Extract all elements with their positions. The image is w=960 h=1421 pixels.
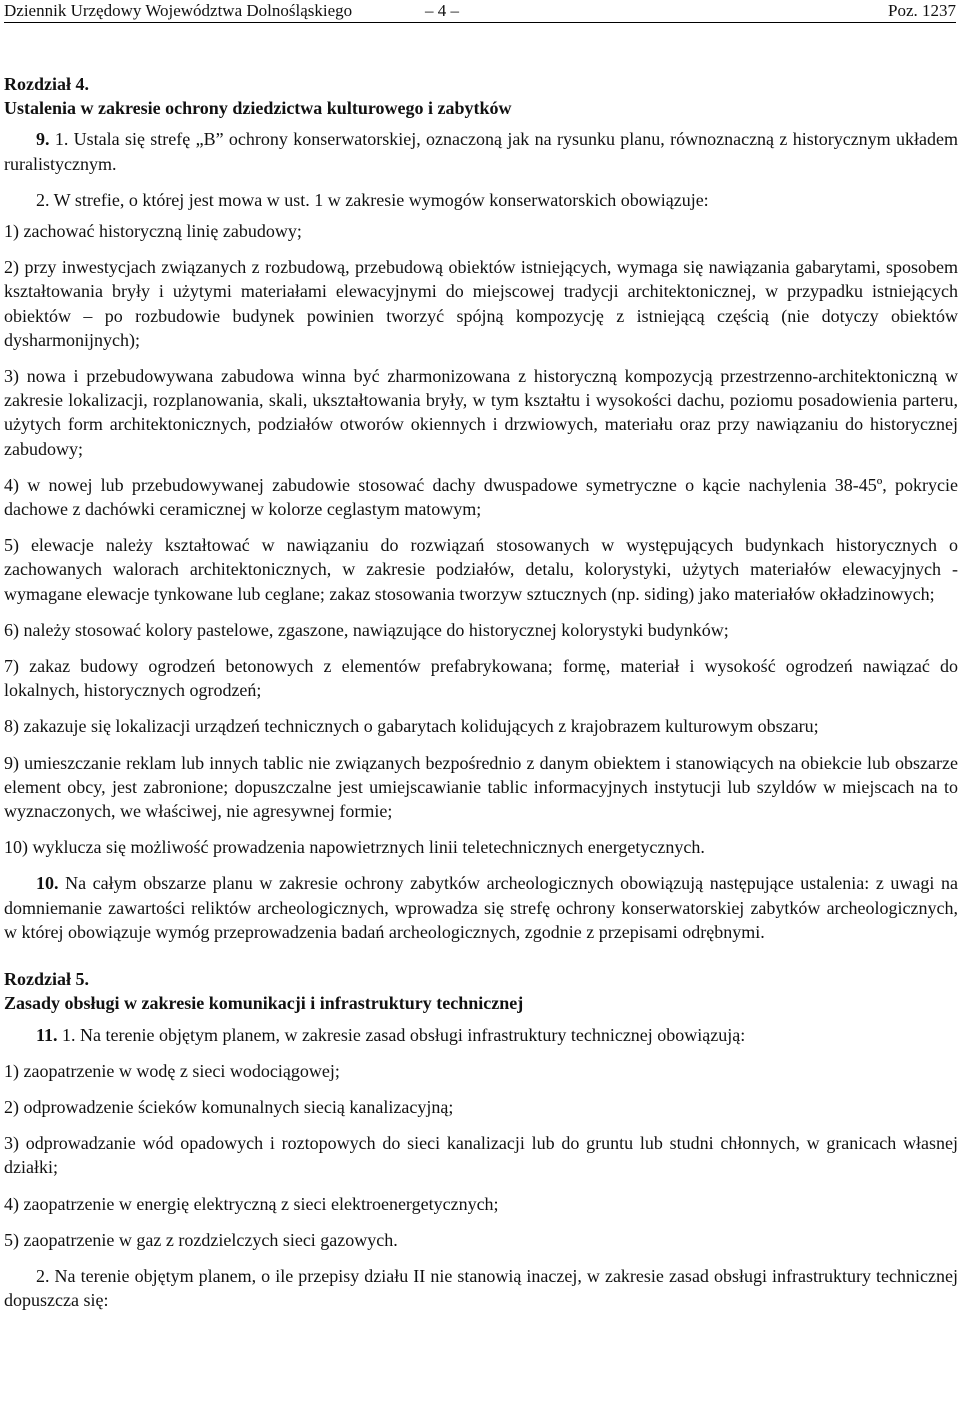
section-9-text: 1. Ustala się strefę „B” ochrony konserwatorskiej, oznaczoną jak na rysunku planu, równoznaczną z historycznym układem ruralistycznym.	[4, 129, 958, 174]
position-number: Poz. 1237	[888, 1, 956, 20]
document-body	[4, 72, 958, 1312]
section-11-paragraph-1	[4, 1023, 958, 1047]
section-9-paragraph-1	[4, 127, 958, 175]
section-9-number: 9.	[36, 129, 50, 150]
section-11-number: 11.	[36, 1024, 58, 1045]
page-header	[4, 0, 956, 23]
chapter-5-title: Rozdział 5.	[4, 969, 89, 990]
list-item: 8) zakazuje się lokalizacji urządzeń technicznych o gabarytach kolidujących z krajobrazem kulturowym obszaru;	[4, 716, 819, 737]
list-item: 5) zaopatrzenie w gaz z rozdzielczych sieci gazowych.	[4, 1229, 398, 1250]
list-item: 1) zaopatrzenie w wodę z sieci wodociągowej;	[4, 1060, 340, 1081]
list-item: 4) zaopatrzenie w energię elektryczną z sieci elektroenergetycznych;	[4, 1193, 499, 1214]
section-10-text: Na całym obszarze planu w zakresie ochrony zabytków archeologicznych obowiązują następujące ustalenia: z uwagi na domniemanie zawartości reliktów archeologicznych, wprowadza się strefę ochrony konserwatorskiej zabytków archeologicznych, w której obowiązuje wymóg przeprowadzenia badań archeologicznych, zgodnie z przepisami odrębnymi.	[4, 873, 958, 942]
list-item: 1) zachować historyczną linię zabudowy;	[4, 221, 302, 242]
list-item: 3) nowa i przebudowywana zabudowa winna być zharmonizowana z historyczną kompozycją przestrzenno-architektoniczną w zakresie lokalizacji, rozplanowania, skali, ukształtowania bryły, w tym kształtu i wysokości dachu, poziomu posadowienia parteru, użytych form architektonicznych, podziałów otworów okiennych i drzwiowych, materiału oraz przy nawiązaniu do historycznej zabudowy;	[4, 366, 958, 459]
section-10-number: 10.	[36, 873, 59, 894]
list-item: 2) przy inwestycjach związanych z rozbudową, przebudową obiektów istniejących, wymaga się nawiązania gabarytami, sposobem kształtowania bryły i użytymi materiałami elewacyjnymi do miejscowej tradycji architektonicznej, w przypadku istniejących obiektów – po rozbudowie budynek powinien tworzyć spójną kompozycję z istniejącą częścią (nie dotyczy obiektów dysharmonijnych);	[4, 257, 958, 350]
journal-title: Dziennik Urzędowy Województwa Dolnośląskiego	[4, 1, 353, 20]
chapter-4-subtitle: Ustalenia w zakresie ochrony dziedzictwa kulturowego i zabytków	[4, 98, 512, 119]
section-10-paragraph	[4, 871, 958, 944]
list-item: 5) elewacje należy kształtować w nawiązaniu do rozwiązań stosowanych w występujących budynkach historycznych o zachowanych walorach architektonicznych, w zakresie podziałów, detalu, kolorystyki, użytych materiałów elewacyjnych - wymagane elewacje tynkowane lub ceglane; zakaz stosowania tworzyw sztucznych (np. siding) jako materiałów okładzinowych;	[4, 535, 958, 604]
list-item: 2) odprowadzenie ścieków komunalnych siecią kanalizacyjną;	[4, 1096, 454, 1117]
list-item: 4) w nowej lub przebudowywanej zabudowie stosować dachy dwuspadowe symetryczne o kącie nachylenia 38-45º, pokrycie dachowe z dachówki ceramicznej w kolorze ceglastym matowym;	[4, 474, 958, 520]
list-item: 6) należy stosować kolory pastelowe, zgaszone, nawiązujące do historycznej kolorystyki budynków;	[4, 619, 729, 640]
section-9-paragraph-2: 2. W strefie, o której jest mowa w ust. 1 w zakresie wymogów konserwatorskich obowiązuje:	[36, 189, 709, 210]
list-item: 10) wyklucza się możliwość prowadzenia napowietrznych linii teletechnicznych energetycznych.	[4, 837, 705, 858]
list-item: 9) umieszczanie reklam lub innych tablic nie związanych bezpośrednio z danym obiektem i stanowiących na obiekcie lub obszarze element obcy, jest zabronione; dopuszczalne jest umiejscawianie tablic informacyjnych instytucji lub szyldów w miejscach na to wyznaczonych, we właściwej, nie agresywnej formie;	[4, 752, 958, 822]
section-11-paragraph-2: 2. Na terenie objętym planem, o ile przepisy działu II nie stanowią inaczej, w zakresie zasad obsługi infrastruktury technicznej dopuszcza się:	[4, 1265, 958, 1311]
page-number: – 4 –	[425, 1, 459, 20]
chapter-4-title: Rozdział 4.	[4, 74, 89, 94]
section-11-text: 1. Na terenie objętym planem, w zakresie zasad obsługi infrastruktury technicznej obowiązują:	[57, 1024, 746, 1045]
chapter-5-subtitle: Zasady obsługi w zakresie komunikacji i infrastruktury technicznej	[4, 993, 524, 1014]
list-item: 3) odprowadzanie wód opadowych i roztopowych do sieci kanalizacji lub do gruntu lub studni chłonnych, w granicach własnej działki;	[4, 1133, 958, 1178]
list-item: 7) zakaz budowy ogrodzeń betonowych z elementów prefabrykowana; formę, materiał i wysokość ogrodzeń nawiązać do lokalnych, historycznych ogrodzeń;	[4, 656, 958, 701]
